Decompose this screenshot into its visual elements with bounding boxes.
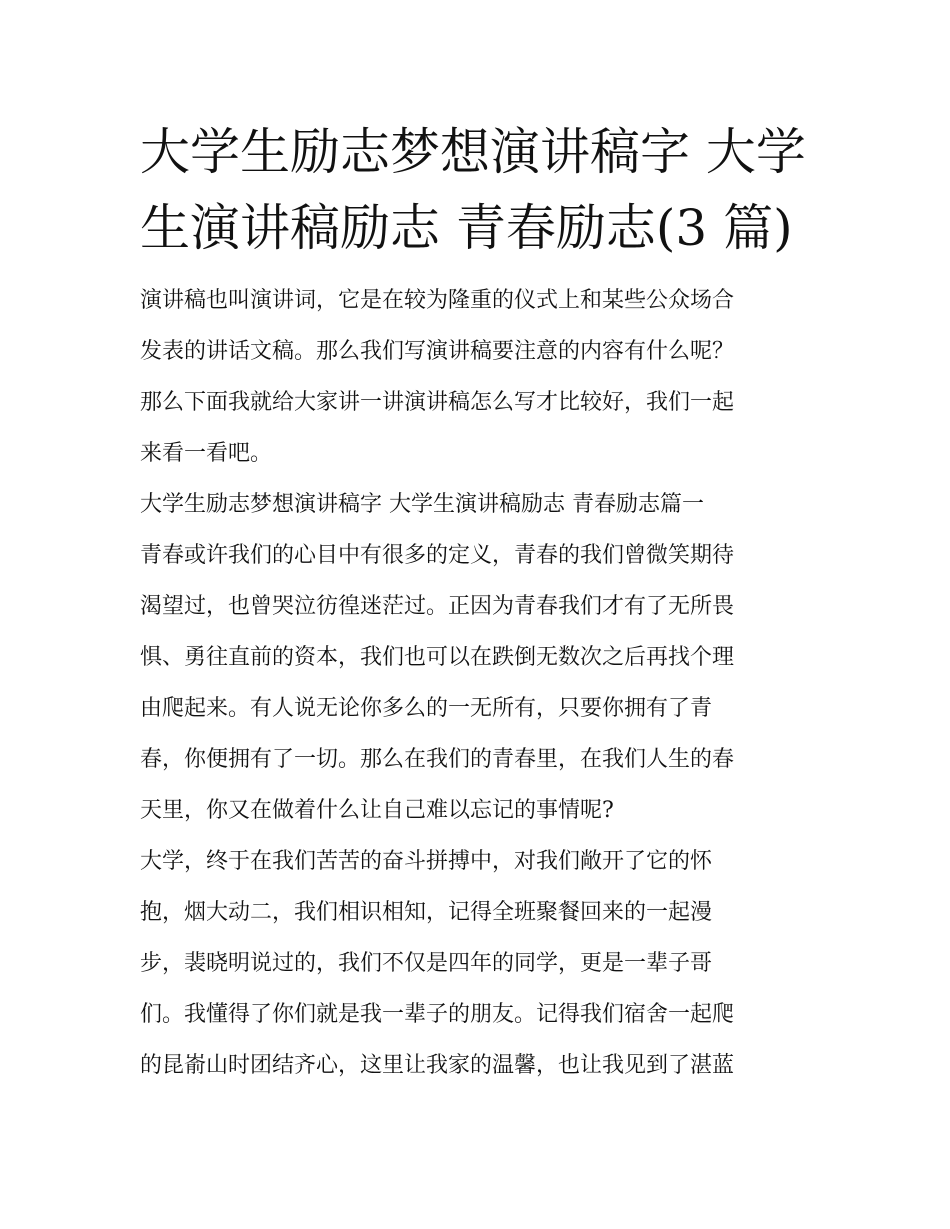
- paragraph-2-line-5: 的昆嵛山时团结齐心，这里让我家的温馨，也让我见到了湛蓝: [140, 1053, 735, 1078]
- intro-paragraph: [140, 275, 815, 479]
- title-line-1: 大学生励志梦想演讲稿字 大学: [140, 123, 806, 181]
- paragraph-1: [140, 530, 815, 836]
- paragraph-1-line-4: 由爬起来。有人说无论你多么的一无所有，只要你拥有了青: [140, 696, 713, 721]
- paragraph-1-line-5: 春，你便拥有了一切。那么在我们的青春里，在我们人生的春: [140, 747, 735, 772]
- paragraph-1-line-1: 青春或许我们的心目中有很多的定义，青春的我们曾微笑期待: [140, 543, 735, 568]
- paragraph-2-line-3: 步，裴晓明说过的，我们不仅是四年的同学，更是一辈子哥: [140, 951, 713, 976]
- paragraph-2-line-2: 抱，烟大动二，我们相识相知，记得全班聚餐回来的一起漫: [140, 900, 713, 925]
- document-title: [140, 114, 820, 266]
- paragraph-1-line-2: 渴望过，也曾哭泣彷徨迷茫过。正因为青春我们才有了无所畏: [140, 594, 735, 619]
- intro-line-1: 演讲稿也叫演讲词，它是在较为隆重的仪式上和某些公众场合: [140, 288, 735, 313]
- intro-line-4: 来看一看吧。: [140, 441, 273, 466]
- title-line-2: 生演讲稿励志 青春励志(3 篇): [140, 199, 793, 257]
- paragraph-2-line-4: 们。我懂得了你们就是我一辈子的朋友。记得我们宿舍一起爬: [140, 1002, 735, 1027]
- paragraph-2-line-1: 大学，终于在我们苦苦的奋斗拼搏中，对我们敞开了它的怀: [140, 849, 713, 874]
- document-body: [140, 275, 815, 1091]
- paragraph-1-line-6: 天里，你又在做着什么让自己难以忘记的事情呢?: [140, 798, 614, 823]
- intro-line-2: 发表的讲话文稿。那么我们写演讲稿要注意的内容有什么呢？: [140, 339, 735, 364]
- paragraph-2: [140, 836, 815, 1091]
- intro-line-3: 那么下面我就给大家讲一讲演讲稿怎么写才比较好，我们一起: [140, 390, 735, 415]
- section-heading: 大学生励志梦想演讲稿字 大学生演讲稿励志 青春励志篇一: [140, 492, 704, 517]
- paragraph-1-line-3: 惧、勇往直前的资本，我们也可以在跌倒无数次之后再找个理: [140, 645, 735, 670]
